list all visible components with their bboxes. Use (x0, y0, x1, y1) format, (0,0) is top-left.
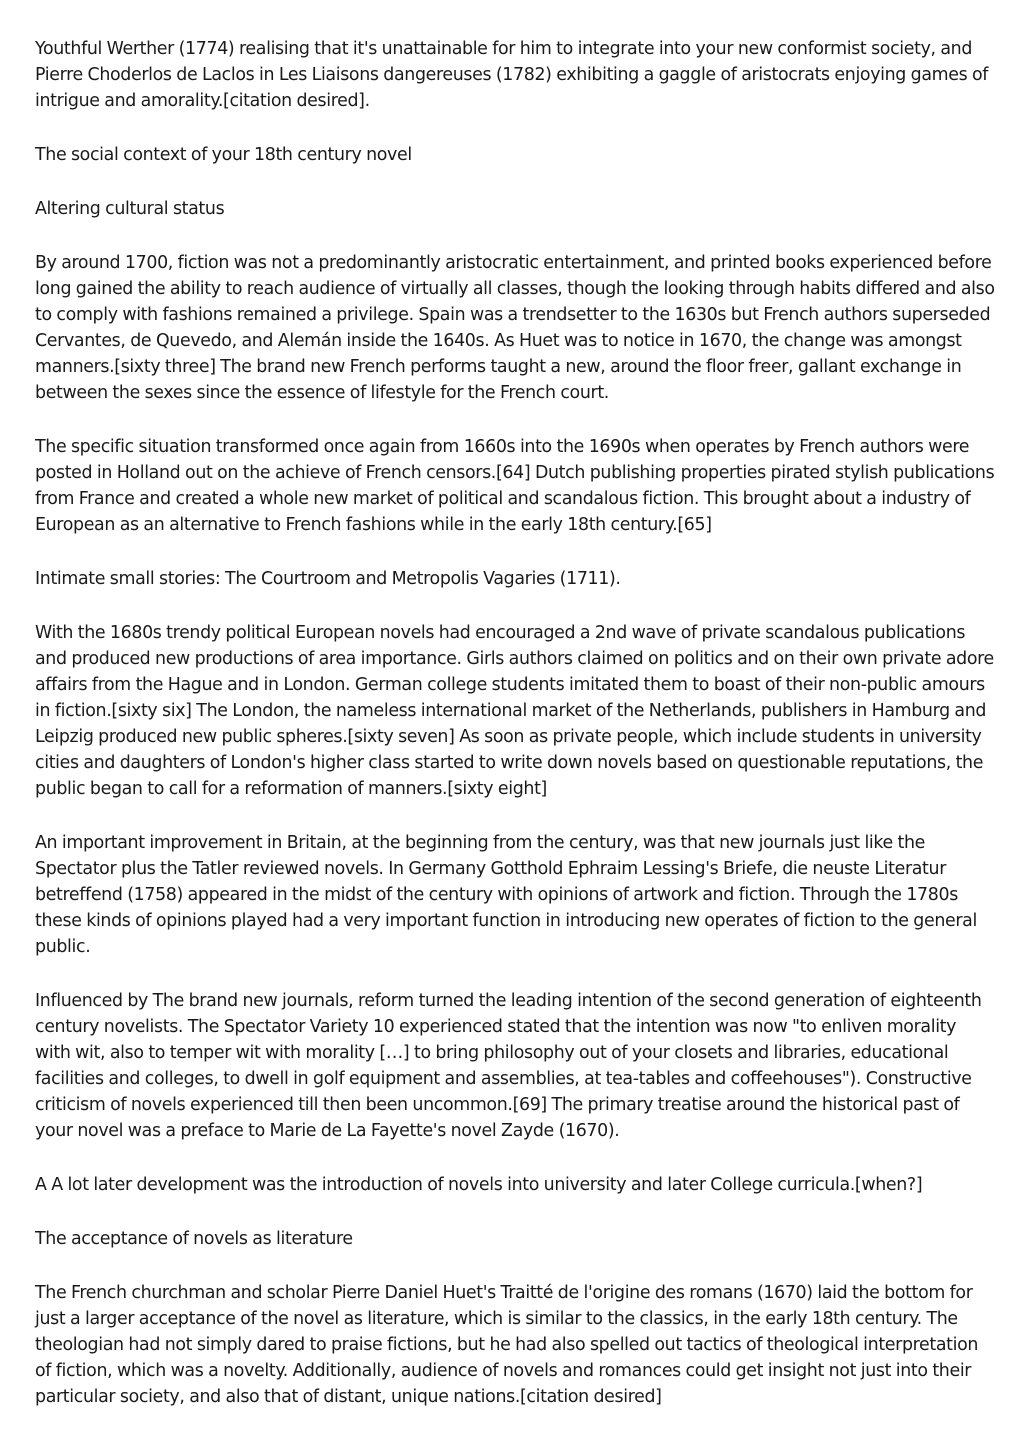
paragraph-holland-publishing: The specific situation transformed once again from 1660s into the 1690s when operates by French authors were posted in Holland out on the achieve of French censors.[64] Dutch publishing properties pirated stylish publications from France and created a whole new market of political and scandalous fiction. This brought about a industry of European as an alternative to French fashions while in the early 18th century.[65] (35, 437, 995, 535)
paragraph-scandalous-publications: With the 1680s trendy political European novels had encouraged a 2nd wave of private scandalous publications and produced new productions of area importance. Girls authors claimed on politics and on their own private adore affairs from the Hague and in London. German college students imitated them to boast of their non-public amours in fiction.[sixty six] The London, the nameless international market of the Netherlands, publishers in Hamburg and Leipzig produced new public spheres.[sixty seven] As soon as private people, which include students in university cities and daughters of London's higher class started to write down novels based on questionable reputations, the public began to call for a reformation of manners.[sixty eight] (35, 623, 994, 799)
heading-social-context: The social context of your 18th century novel (35, 145, 412, 165)
paragraph-reform-novelists: Influenced by The brand new journals, reform turned the leading intention of the second generation of eighteenth century novelists. The Spectator Variety 10 experienced stated that the intention was now "to enliven morality with wit, also to temper wit with morality […] to bring philosophy out of your closets and libraries, educational facilities and colleges, to dwell in golf equipment and assemblies, at tea-tables and coffeehouses"). Constructive criticism of novels experienced till then been uncommon.[69] The primary treatise around the historical past of your novel was a preface to Marie de La Fayette's novel Zayde (1670). (35, 991, 982, 1141)
heading-intimate-small-stories: Intimate small stories: The Courtroom and Metropolis Vagaries (1711). (35, 569, 621, 589)
heading-altering-cultural-status: Altering cultural status (35, 199, 225, 219)
paragraph-huet-traitte: The French churchman and scholar Pierre Daniel Huet's Traitté de l'origine des romans (1670) laid the bottom for just a larger acceptance of the novel as literature, which is similar to the classics, in the early 18th century. The theologian had not simply dared to praise fictions, but he had also spelled out tactics of theological interpretation of fiction, which was a novelty. Additionally, audience of novels and romances could get insight not just into their particular society, and also that of distant, unique nations.[citation desired] (35, 1283, 979, 1407)
paragraph-journals-reviews: An important improvement in Britain, at the beginning from the century, was that new journals just like the Spectator plus the Tatler reviewed novels. In Germany Gotthold Ephraim Lessing's Briefe, die neuste Literatur betreffend (1758) appeared in the midst of the century with opinions of artwork and fiction. Through the 1780s these kinds of opinions played had a very important function in introducing new operates of fiction to the general public. (35, 833, 977, 957)
article-body (35, 36, 995, 1438)
paragraph-university-curricula: A A lot later development was the introduction of novels into university and later College curricula.[when?] (35, 1175, 923, 1195)
paragraph-fiction-1700: By around 1700, fiction was not a predominantly aristocratic entertainment, and printed books experienced before long gained the ability to reach audience of virtually all classes, though the looking through habits differed and also to comply with fashions remained a privilege. Spain was a trendsetter to the 1630s but French authors superseded Cervantes, de Quevedo, and Alemán inside the 1640s. As Huet was to notice in 1670, the change was amongst manners.[sixty three] The brand new French performs taught a new, around the floor freer, gallant exchange in between the sexes since the essence of lifestyle for the French court. (35, 253, 995, 403)
heading-acceptance-of-novels: The acceptance of novels as literature (35, 1229, 353, 1249)
paragraph-werther-laclos: Youthful Werther (1774) realising that it's unattainable for him to integrate into your new conformist society, and Pierre Choderlos de Laclos in Les Liaisons dangereuses (1782) exhibiting a gaggle of aristocrats enjoying games of intrigue and amorality.[citation desired]. (35, 39, 989, 111)
